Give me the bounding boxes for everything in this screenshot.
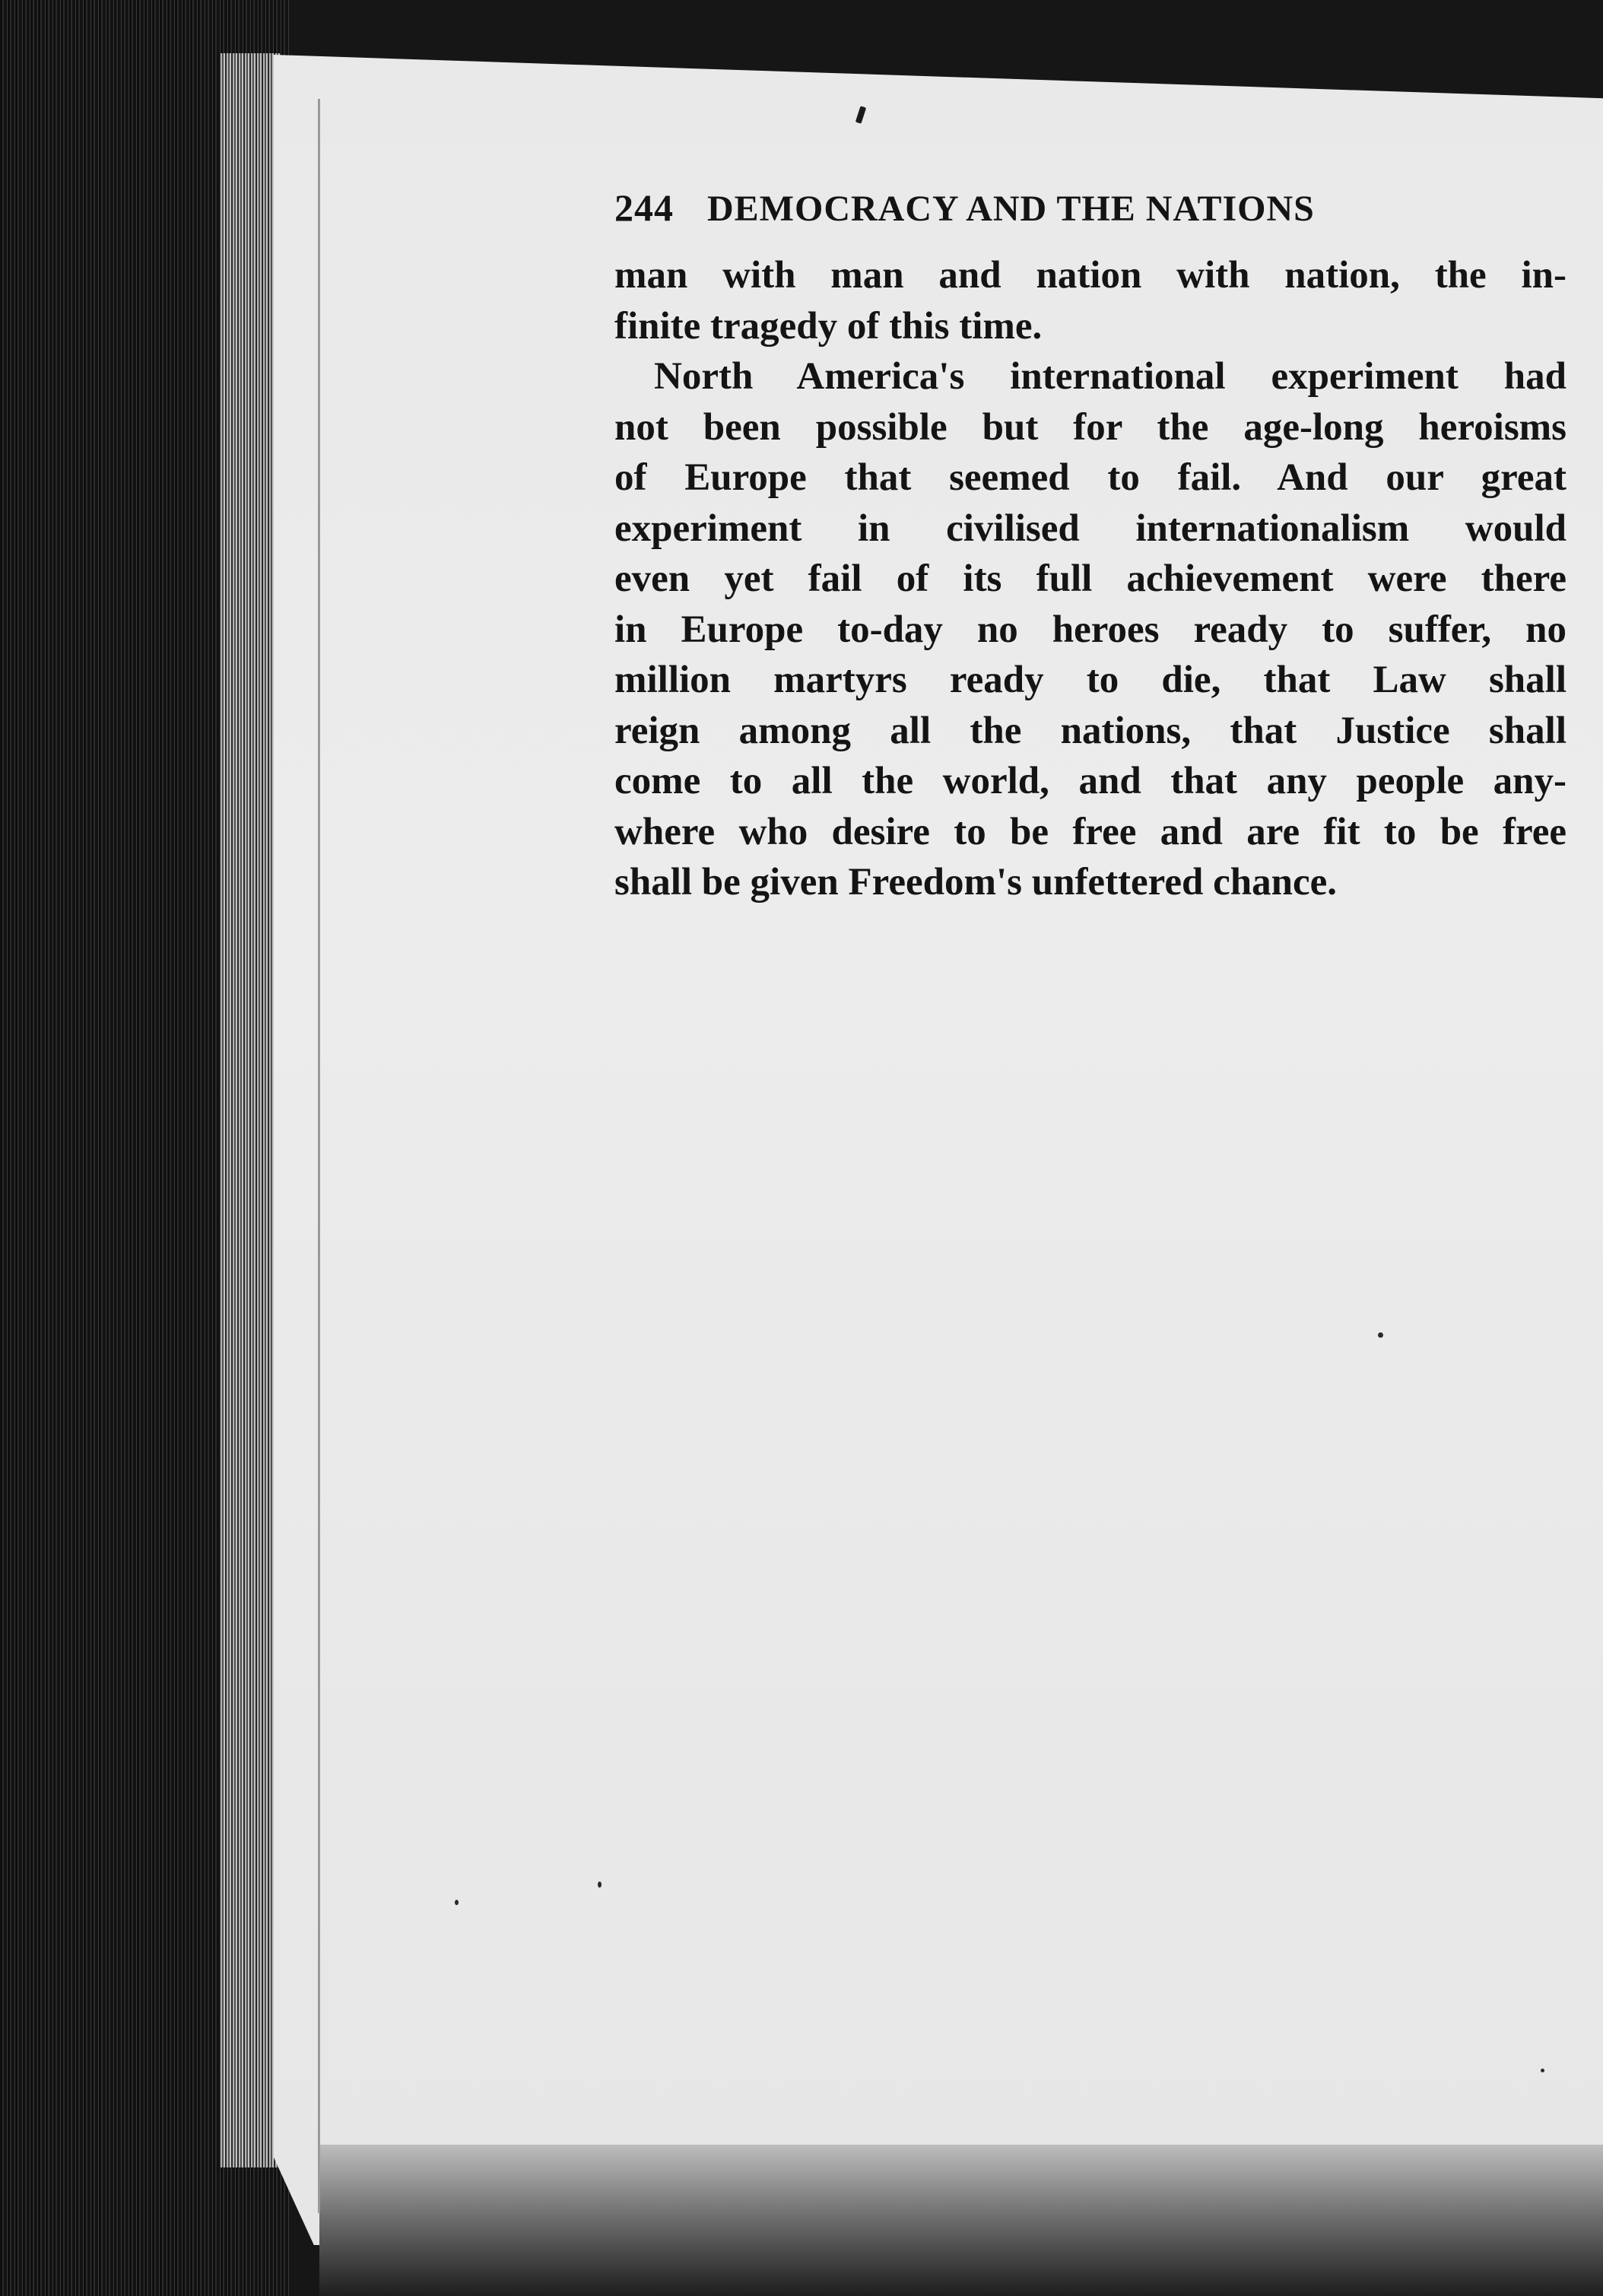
dust-speck: [598, 1882, 602, 1888]
text-line: experiment in civilised internationalism would: [614, 507, 1566, 550]
text-line: in Europe to-day no heroes ready to suffer, no: [614, 608, 1566, 651]
text-line: North America's international experiment had: [654, 355, 1566, 398]
gutter-line: [318, 99, 320, 2213]
page-text: [614, 186, 1566, 908]
text-line: not been possible but for the age-long heroisms: [614, 405, 1566, 449]
text-line: finite tragedy of this time.: [614, 304, 1043, 348]
dust-speck: [1378, 1332, 1383, 1338]
page-number: 244: [614, 186, 674, 229]
text-line: of Europe that seemed to fail. And our great: [614, 456, 1566, 499]
page-bottom-shadow: [319, 2145, 1603, 2296]
text-line: come to all the world, and that any people any-: [614, 760, 1566, 802]
text-line: even yet fail of its full achievement were there: [614, 557, 1566, 600]
dust-speck: [455, 1900, 459, 1905]
dust-speck: [1541, 2069, 1544, 2072]
paragraph-1: [614, 250, 1566, 351]
running-head: [614, 186, 1566, 229]
text-line: man with man and nation with nation, the in-: [614, 254, 1566, 297]
text-line: where who desire to be free and are fit to be free: [614, 810, 1566, 853]
text-line: reign among all the nations, that Justice shall: [614, 709, 1566, 752]
running-title: DEMOCRACY AND THE NATIONS: [707, 189, 1315, 229]
text-line: million martyrs ready to die, that Law shall: [614, 659, 1566, 701]
page-edges: [221, 53, 281, 2167]
text-line: shall be given Freedom's unfettered chance.: [614, 861, 1338, 903]
paragraph-2: [614, 351, 1566, 908]
